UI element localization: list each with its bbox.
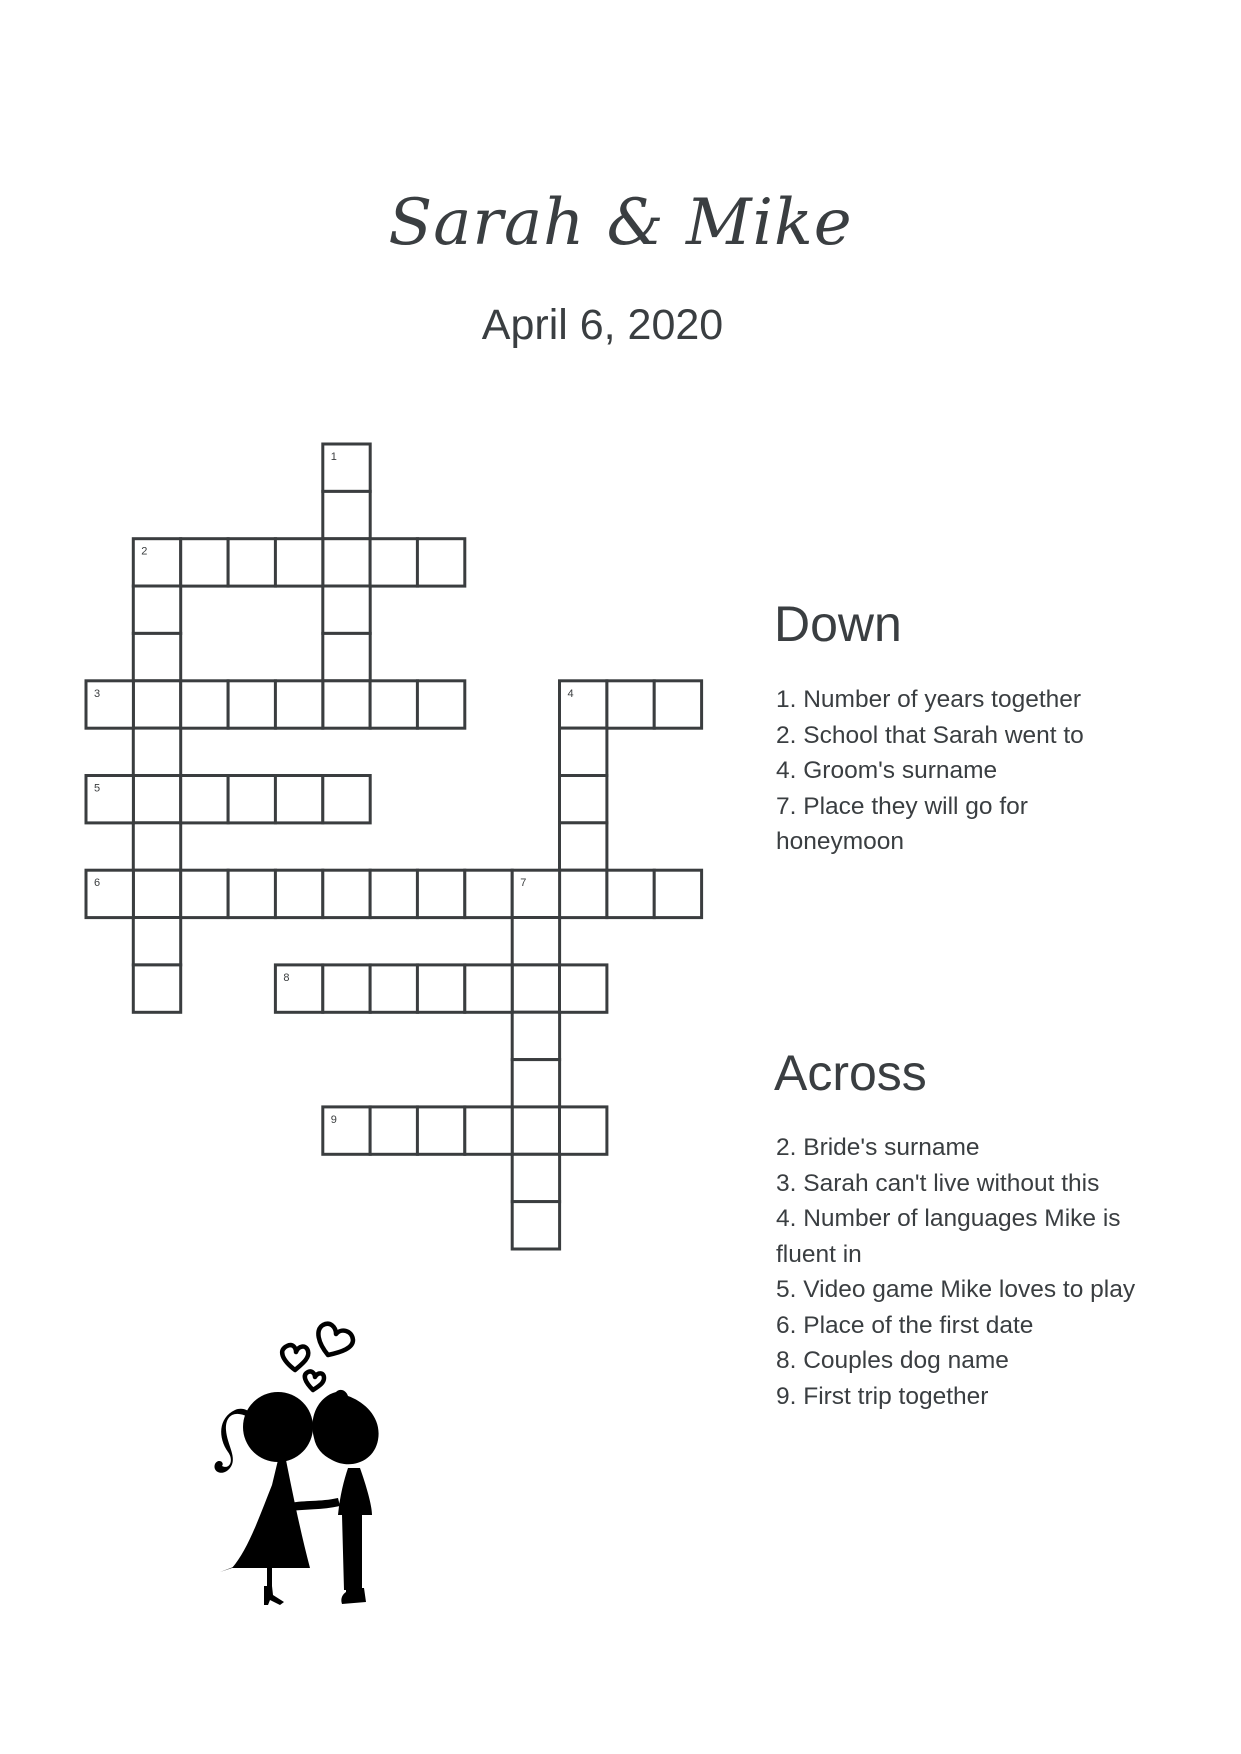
crossword-cell[interactable] (275, 681, 322, 728)
crossword-cell[interactable] (654, 870, 701, 917)
crossword-cell[interactable] (133, 586, 180, 633)
crossword-cell[interactable] (465, 1107, 512, 1154)
crossword-cell[interactable] (228, 776, 275, 823)
crossword-cell[interactable] (417, 870, 464, 917)
crossword-cell[interactable] (512, 870, 559, 917)
crossword-cell[interactable] (370, 870, 417, 917)
crossword-cell[interactable] (370, 539, 417, 586)
crossword-cell[interactable] (560, 870, 607, 917)
crossword-cell[interactable] (512, 1060, 559, 1107)
heart-icon (318, 1324, 353, 1355)
crossword-cell[interactable] (512, 1202, 559, 1249)
across-clue-5: 5. Video game Mike loves to play (776, 1276, 1136, 1303)
couple-names-title: Sarah & Mike (388, 186, 853, 260)
crossword-cell[interactable] (133, 776, 180, 823)
down-clues-list (776, 682, 1156, 860)
crossword-cell[interactable] (417, 681, 464, 728)
across-clue-2: 2. Bride's surname (776, 1134, 980, 1161)
crossword-cell[interactable] (228, 870, 275, 917)
across-clue-8: 8. Couples dog name (776, 1347, 1009, 1374)
clue-number: 9 (330, 1113, 337, 1126)
crossword-cell[interactable] (275, 776, 322, 823)
clue-number: 3 (94, 687, 101, 700)
crossword-cell[interactable] (181, 870, 228, 917)
crossword-cell[interactable] (181, 539, 228, 586)
crossword-cell[interactable] (275, 870, 322, 917)
across-clues-heading: Across (774, 1045, 927, 1101)
crossword-cell[interactable] (133, 870, 180, 917)
crossword-cell[interactable] (275, 539, 322, 586)
crossword-cell[interactable] (370, 1107, 417, 1154)
crossword-cell[interactable] (228, 539, 275, 586)
crossword-cell[interactable] (86, 870, 133, 917)
crossword-cell[interactable] (181, 776, 228, 823)
crossword-cell[interactable] (465, 870, 512, 917)
crossword-cell[interactable] (323, 539, 370, 586)
crossword-cell[interactable] (86, 776, 133, 823)
crossword-cell[interactable] (417, 1107, 464, 1154)
crossword-cell[interactable] (607, 870, 654, 917)
clue-number: 4 (567, 687, 574, 700)
across-clue-6: 6. Place of the first date (776, 1311, 1034, 1339)
crossword-cell[interactable] (417, 539, 464, 586)
crossword-cell[interactable] (560, 681, 607, 728)
clue-number: 1 (330, 451, 337, 463)
crossword-cell[interactable] (323, 633, 370, 680)
across-clue-4: 4. Number of languages Mike is fluent in (776, 1205, 1121, 1268)
crossword-cell[interactable] (370, 965, 417, 1012)
heart-icon (282, 1345, 308, 1370)
crossword-cell[interactable] (181, 681, 228, 728)
crossword-cell[interactable] (323, 870, 370, 917)
crossword-cell[interactable] (228, 681, 275, 728)
down-clue-1: 1. Number of years together (776, 686, 1082, 713)
crossword-cell[interactable] (133, 918, 180, 965)
wedding-date: April 6, 2020 (481, 301, 724, 349)
crossword-cell[interactable] (560, 965, 607, 1012)
crossword-cell[interactable] (560, 823, 607, 870)
crossword-cell[interactable] (86, 681, 133, 728)
crossword-cell[interactable] (512, 918, 559, 965)
clue-number: 6 (94, 877, 101, 890)
crossword-cell[interactable] (560, 1107, 607, 1154)
crossword-cell[interactable] (512, 1012, 559, 1059)
clue-number: 5 (94, 782, 101, 795)
crossword-cell[interactable] (133, 965, 180, 1012)
crossword-cell[interactable] (465, 965, 512, 1012)
crossword-cell[interactable] (133, 633, 180, 680)
crossword-cell[interactable] (133, 823, 180, 870)
down-clue-7: 7. Place they will go for honeymoon (776, 792, 1028, 855)
crossword-cell[interactable] (512, 1107, 559, 1154)
across-clues-list (776, 1130, 1156, 1414)
crossword-cell[interactable] (417, 965, 464, 1012)
crossword-cell[interactable] (323, 681, 370, 728)
crossword-cell[interactable] (133, 728, 180, 775)
crossword-cell[interactable] (133, 539, 180, 586)
crossword-cell[interactable] (323, 776, 370, 823)
crossword-cell[interactable] (323, 1107, 370, 1154)
kissing-couple-with-hearts-icon (190, 1310, 390, 1620)
crossword-cell[interactable] (323, 491, 370, 538)
clue-number: 8 (283, 971, 290, 984)
crossword-cell[interactable] (370, 681, 417, 728)
crossword-cell[interactable] (323, 444, 370, 491)
crossword-cell[interactable] (133, 681, 180, 728)
crossword-cell[interactable] (512, 1154, 559, 1201)
crossword-cell[interactable] (275, 965, 322, 1012)
clue-number: 7 (520, 877, 527, 890)
crossword-cell[interactable] (323, 965, 370, 1012)
crossword-cell[interactable] (560, 728, 607, 775)
down-clues-heading: Down (774, 596, 902, 652)
clue-number: 2 (141, 545, 148, 558)
crossword-cell[interactable] (654, 681, 701, 728)
crossword-cell[interactable] (607, 681, 654, 728)
down-clue-2: 2. School that Sarah went to (776, 721, 1084, 749)
across-clue-9: 9. First trip together (776, 1382, 989, 1410)
heart-icon (305, 1371, 324, 1390)
across-clue-3: 3. Sarah can't live without this (776, 1169, 1100, 1197)
crossword-cell[interactable] (323, 586, 370, 633)
down-clue-4: 4. Groom's surname (776, 757, 998, 784)
crossword-cell[interactable] (512, 965, 559, 1012)
crossword-cell[interactable] (560, 776, 607, 823)
